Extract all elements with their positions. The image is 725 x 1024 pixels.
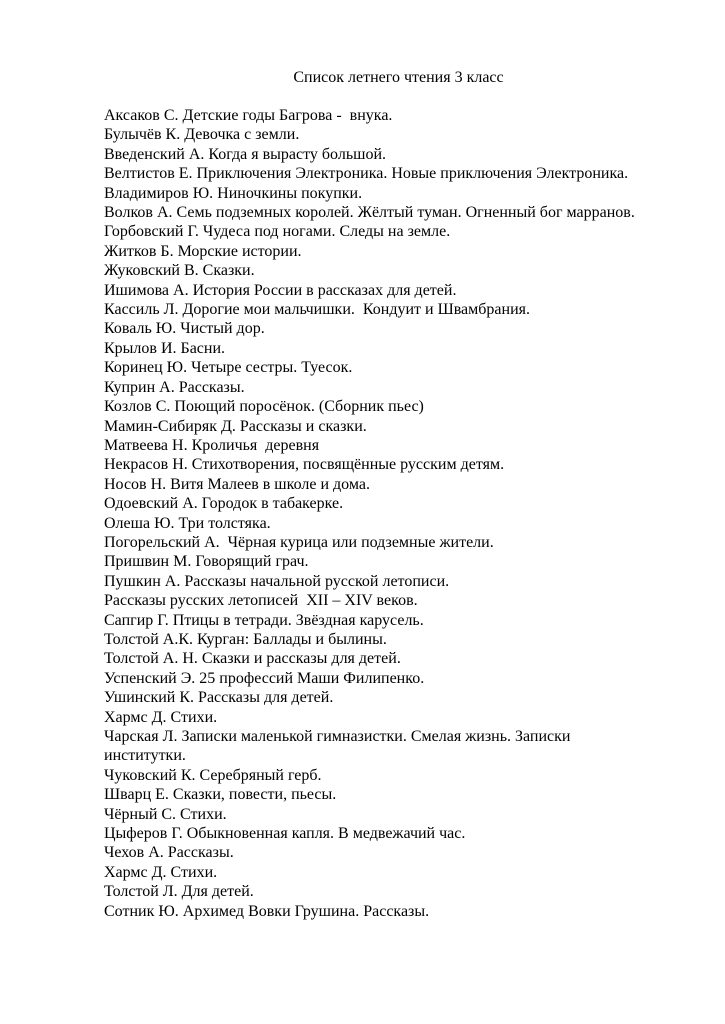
list-item: Коринец Ю. Четыре сестры. Туесок. [104,359,353,377]
list-item: Чёрный С. Стихи. [104,805,227,823]
list-item: Одоевский А. Городок в табакерке. [104,495,344,513]
list-item: Жуковский В. Сказки. [104,262,255,280]
list-item: Волков А. Семь подземных королей. Жёлтый туман. Огненный бог марранов. [104,204,635,222]
list-item: Хармс Д. Стихи. [104,708,218,726]
list-item: Матвеева Н. Кроличья деревня [104,436,320,454]
list-item: Введенский А. Когда я вырасту большой. [104,145,387,163]
list-item: Пушкин А. Рассказы начальной русской летописи. [104,572,450,590]
list-item: Булычёв К. Девочка с земли. [104,126,300,144]
list-item: Толстой А.К. Курган: Баллады и былины. [104,630,387,648]
list-item: Куприн А. Рассказы. [104,378,245,396]
list-item: Сапгир Г. Птицы в тетради. Звёздная карусель. [104,611,424,629]
list-item: Велтистов Е. Приключения Электроника. Новые приключения Электроника. [104,165,629,183]
page-title: Список летнего чтения 3 класс [293,69,504,86]
list-item: Крылов И. Басни. [104,339,226,357]
list-item: Горбовский Г. Чудеса под ногами. Следы на земле. [104,223,451,241]
list-item: Успенский Э. 25 профессий Маши Филипенко. [104,669,425,687]
list-item: Мамин-Сибиряк Д. Рассказы и сказки. [104,417,367,435]
list-item: Ишимова А. История России в рассказах для детей. [104,281,457,299]
list-item: институтки. [104,747,186,765]
list-item: Толстой Л. Для детей. [104,883,254,901]
list-item: Чуковский К. Серебряный герб. [104,766,322,784]
list-item: Аксаков С. Детские годы Багрова - внука. [104,107,393,124]
list-item: Толстой А. Н. Сказки и рассказы для детей. [104,650,401,668]
list-item: Владимиров Ю. Ниночкины покупки. [104,184,363,202]
list-item: Чарская Л. Записки маленькой гимназистки. Смелая жизнь. Записки [104,728,571,745]
list-item: Цыферов Г. Обыкновенная капля. В медвежачий час. [104,825,466,843]
list-item: Носов Н. Витя Малеев в школе и дома. [104,475,370,493]
list-item: Кассиль Л. Дорогие мои мальчишки. Кондуит и Швамбрания. [104,301,531,319]
list-item: Чехов А. Рассказы. [104,844,234,862]
reading-list [104,106,694,921]
list-item: Ушинский К. Рассказы для детей. [104,689,334,707]
list-item: Коваль Ю. Чистый дор. [104,320,265,338]
list-item: Некрасов Н. Стихотворения, посвящённые русским детям. [104,456,505,474]
list-item: Житков Б. Морские истории. [104,242,302,260]
list-item: Погорельский А. Чёрная курица или подземные жители. [104,533,494,551]
list-item: Шварц Е. Сказки, повести, пьесы. [104,786,337,804]
list-item: Козлов С. Поющий поросёнок. (Сборник пьес) [104,398,424,416]
list-item: Рассказы русских летописей XII – XIV веков. [104,592,418,610]
list-item: Сотник Ю. Архимед Вовки Грушина. Рассказы. [104,902,430,920]
list-item: Олеша Ю. Три толстяка. [104,514,271,532]
list-item: Пришвин М. Говорящий грач. [104,553,309,571]
list-item: Хармс Д. Стихи. [104,863,218,881]
